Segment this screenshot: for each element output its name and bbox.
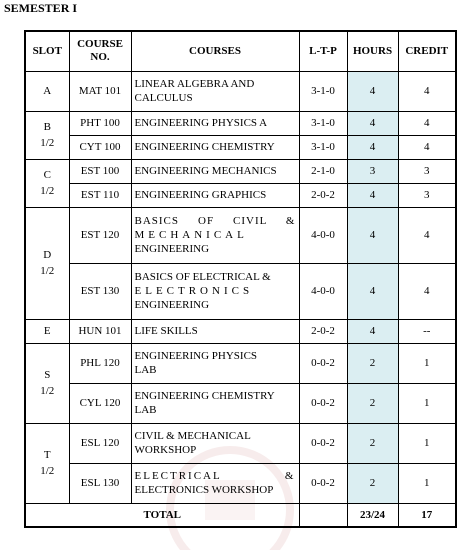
ltp: 3-1-0 <box>299 71 347 111</box>
slot-e <box>25 319 69 343</box>
course-code: CYL 120 <box>69 383 131 423</box>
credit: 3 <box>398 159 456 183</box>
table-row <box>25 135 456 159</box>
course-name <box>131 207 299 263</box>
ltp: 0-0-2 <box>299 383 347 423</box>
slot-sub: 1/2 <box>40 185 55 197</box>
hours: 4 <box>347 111 398 135</box>
ltp: 3-1-0 <box>299 135 347 159</box>
slot-b <box>25 111 69 159</box>
course-name-line: MECHANICAL <box>134 229 248 241</box>
header-row <box>25 31 456 71</box>
course-name: ENGINEERING GRAPHICS <box>131 183 299 207</box>
hours: 3 <box>347 159 398 183</box>
course-code: EST 130 <box>69 263 131 319</box>
course-name-line: CALCULUS <box>134 92 193 104</box>
slot-sub: 1/2 <box>40 265 55 277</box>
course-code: PHT 100 <box>69 111 131 135</box>
course-name-line: ELECTRONICS <box>134 285 254 297</box>
ltp: 0-0-2 <box>299 463 347 503</box>
course-name <box>131 423 299 463</box>
course-code: EST 110 <box>69 183 131 207</box>
course-name-line: LAB <box>134 404 157 416</box>
table-row <box>25 263 456 319</box>
course-code: CYT 100 <box>69 135 131 159</box>
course-code: HUN 101 <box>69 319 131 343</box>
table-row <box>25 111 456 135</box>
course-name-line: LAB <box>134 364 157 376</box>
semester-heading: SEMESTER I <box>4 1 78 15</box>
slot-sub: 1/2 <box>40 385 55 397</box>
slot-label: B <box>43 121 51 133</box>
total-hours: 23/24 <box>347 503 398 527</box>
hours: 2 <box>347 463 398 503</box>
course-code: ESL 120 <box>69 423 131 463</box>
credit: 4 <box>398 207 456 263</box>
total-label: TOTAL <box>25 503 299 527</box>
course-name-line: LINEAR ALGEBRA AND <box>134 78 255 90</box>
header-course-no-line2: NO. <box>90 51 110 64</box>
course-name <box>131 263 299 319</box>
course-name <box>131 343 299 383</box>
slot-label: C <box>43 169 51 181</box>
hours: 4 <box>347 71 398 111</box>
table-row <box>25 343 456 383</box>
table-row <box>25 183 456 207</box>
credit: 4 <box>398 135 456 159</box>
slot-sub: 1/2 <box>40 137 55 149</box>
credit: 4 <box>398 111 456 135</box>
credit: 4 <box>398 263 456 319</box>
slot-label: S <box>44 369 51 381</box>
slot-t <box>25 423 69 503</box>
hours: 4 <box>347 207 398 263</box>
course-name <box>131 71 299 111</box>
credit: -- <box>398 319 456 343</box>
curriculum-table <box>24 30 457 528</box>
slot-label: E <box>43 325 51 337</box>
ltp: 0-0-2 <box>299 343 347 383</box>
course-code: ESL 130 <box>69 463 131 503</box>
hours: 2 <box>347 423 398 463</box>
course-name-line: BASICS OF CIVIL & <box>134 215 296 227</box>
header-course-no-line1: COURSE <box>77 38 123 51</box>
course-name-line: CIVIL & MECHANICAL <box>134 430 251 442</box>
table-row <box>25 159 456 183</box>
course-name-line: ENGINEERING PHYSICS <box>134 350 258 362</box>
course-code: EST 100 <box>69 159 131 183</box>
ltp: 2-0-2 <box>299 183 347 207</box>
header-ltp: L-T-P <box>299 31 347 71</box>
hours: 2 <box>347 343 398 383</box>
header-course-no <box>69 31 131 71</box>
slot-a <box>25 71 69 111</box>
slot-sub: 1/2 <box>40 465 55 477</box>
credit: 1 <box>398 423 456 463</box>
course-name: LIFE SKILLS <box>131 319 299 343</box>
hours: 4 <box>347 135 398 159</box>
header-credit: CREDIT <box>398 31 456 71</box>
table-row <box>25 207 456 263</box>
slot-label: D <box>43 249 52 261</box>
course-code: EST 120 <box>69 207 131 263</box>
course-name: ENGINEERING PHYSICS A <box>131 111 299 135</box>
course-name-line: ENGINEERING CHEMISTRY <box>134 390 275 402</box>
hours: 4 <box>347 319 398 343</box>
header-slot: SLOT <box>25 31 69 71</box>
course-name-line: ENGINEERING <box>134 299 210 311</box>
course-name-line: BASICS OF ELECTRICAL & <box>134 271 271 283</box>
course-code: MAT 101 <box>69 71 131 111</box>
slot-label: A <box>43 85 52 97</box>
credit: 1 <box>398 463 456 503</box>
slot-d <box>25 207 69 319</box>
credit: 3 <box>398 183 456 207</box>
ltp: 4-0-0 <box>299 207 347 263</box>
course-name: ENGINEERING CHEMISTRY <box>131 135 299 159</box>
total-row <box>25 503 456 527</box>
hours: 4 <box>347 183 398 207</box>
ltp: 2-1-0 <box>299 159 347 183</box>
table-row <box>25 383 456 423</box>
course-name-line: ELECTRONICS WORKSHOP <box>134 484 274 496</box>
hours: 2 <box>347 383 398 423</box>
slot-c <box>25 159 69 207</box>
total-ltp <box>299 503 347 527</box>
header-hours: HOURS <box>347 31 398 71</box>
total-credit: 17 <box>398 503 456 527</box>
slot-s <box>25 343 69 423</box>
course-name <box>131 463 299 503</box>
course-name-line: ELECTRICAL & <box>134 470 296 482</box>
credit: 1 <box>398 383 456 423</box>
slot-label: T <box>43 449 51 461</box>
credit: 1 <box>398 343 456 383</box>
credit: 4 <box>398 71 456 111</box>
table-row <box>25 319 456 343</box>
course-name: ENGINEERING MECHANICS <box>131 159 299 183</box>
course-name-line: ENGINEERING <box>134 243 210 255</box>
course-name <box>131 383 299 423</box>
table-row <box>25 71 456 111</box>
ltp: 0-0-2 <box>299 423 347 463</box>
header-courses: COURSES <box>131 31 299 71</box>
ltp: 2-0-2 <box>299 319 347 343</box>
course-name-line: WORKSHOP <box>134 444 197 456</box>
hours: 4 <box>347 263 398 319</box>
ltp: 3-1-0 <box>299 111 347 135</box>
table-row <box>25 423 456 463</box>
ltp: 4-0-0 <box>299 263 347 319</box>
table-row <box>25 463 456 503</box>
course-code: PHL 120 <box>69 343 131 383</box>
